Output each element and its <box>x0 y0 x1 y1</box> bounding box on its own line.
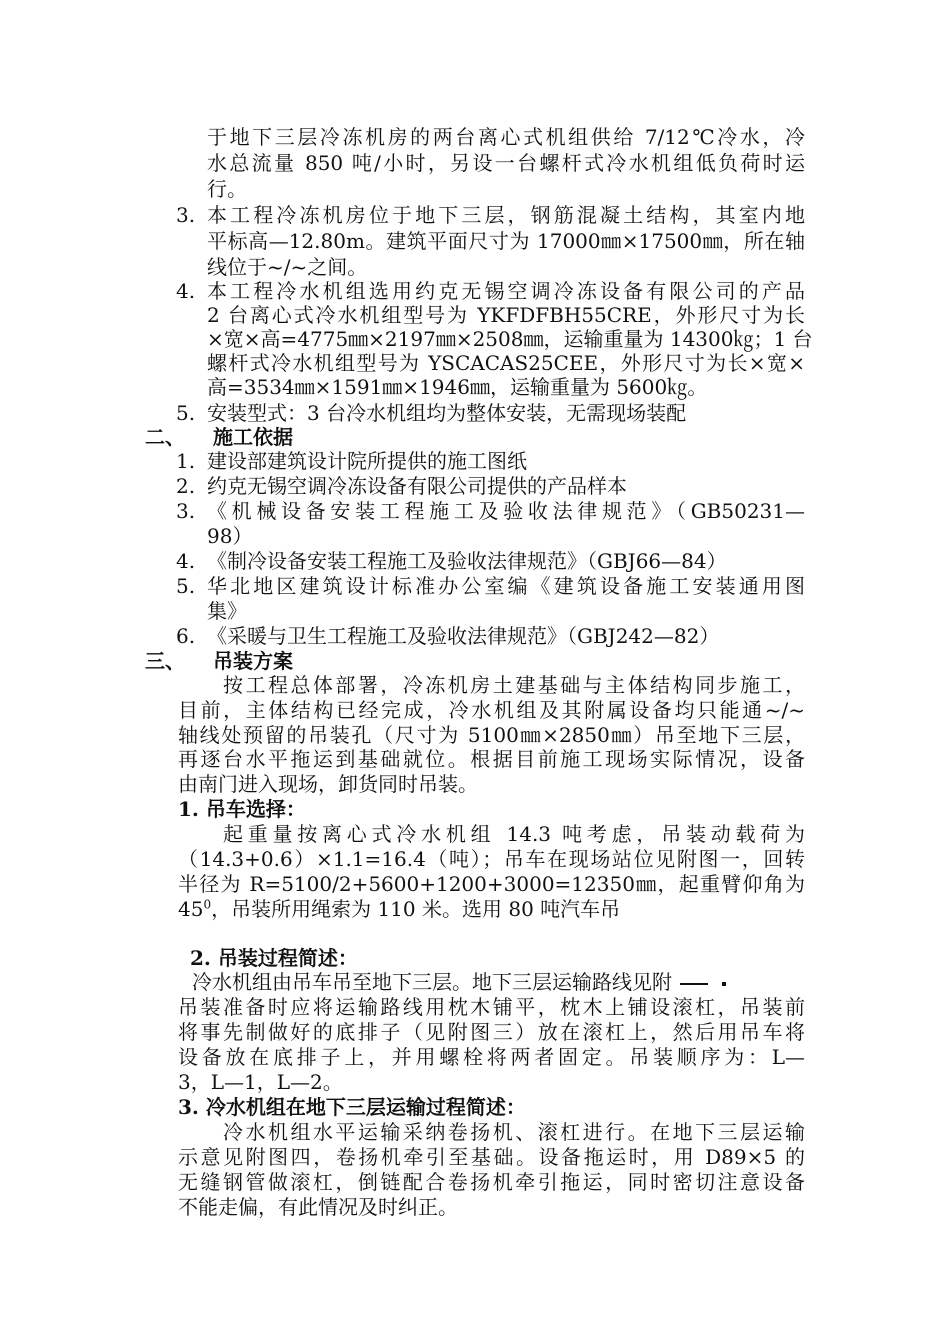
paragraph-line: 无缝钢管做滚杠，倒链配合卷扬机牵引拖运，同时密切注意设备 <box>178 1170 805 1194</box>
list-item-line: 建设部建筑设计院所提供的施工图纸 <box>207 449 527 473</box>
paragraph-line: 将事先制做好的底排子（见附图三）放在滚杠上，然后用吊车将 <box>178 1020 805 1044</box>
paragraph-line: 由南门进入现场，卸货同时吊装。 <box>178 772 478 796</box>
list-number: 4. <box>176 279 196 303</box>
paragraph-text: ，吊装所用绳索为 110 米。选用 80 吨汽车吊 <box>211 897 621 921</box>
list-item-line: 平标高—12.80m。建筑平面尺寸为 17000㎜×17500㎜，所在轴 <box>207 229 805 253</box>
list-item-line: 集》 <box>207 599 247 623</box>
list-number: 2. <box>176 474 196 498</box>
subsection-heading: 3. 冷水机组在地下三层运输过程简述： <box>178 1095 526 1119</box>
intro-line-2: 水总流量 850 吨/小时，另设一台螺杆式冷水机组低负荷时运 <box>207 151 805 175</box>
list-item-line: 线位于~/~之间。 <box>207 255 368 279</box>
list-item-line: 本工程冷冻机房位于地下三层，钢筋混凝土结构，其室内地 <box>207 203 805 227</box>
subsection-heading: 1. 吊车选择： <box>178 797 306 821</box>
paragraph-line: 轴线处预留的吊装孔（尺寸为 5100㎜×2850㎜）吊至地下三层， <box>178 723 805 747</box>
degree-superscript: 0 <box>203 897 212 912</box>
paragraph-line: （14.3+0.6）×1.1=16.4（吨）；吊车在现场站位见附图一，回转 <box>178 847 805 871</box>
list-item-line: 《机械设备安装工程施工及验收法律规范》（GB50231— <box>207 499 805 523</box>
intro-line-3: 行。 <box>207 177 247 201</box>
list-item-line: 本工程冷水机组选用约克无锡空调冷冻设备有限公司的产品 <box>207 279 805 303</box>
list-item-line: 2 台离心式冷水机组型号为 YKFDFBH55CRE，外形尺寸为长 <box>207 303 805 327</box>
list-number: 5. <box>176 574 196 598</box>
list-item-line: 高=3534㎜×1591㎜×1946㎜，运输重量为 5600㎏。 <box>207 375 708 399</box>
section-number: 三、 <box>145 649 185 673</box>
paragraph-line: 3，L—1，L—2。 <box>178 1070 343 1094</box>
section-title: 吊装方案 <box>213 649 293 673</box>
paragraph-line: 目前，主体结构已经完成，冷水机组及其附属设备均只能通~/~ <box>178 698 805 722</box>
paragraph-line: 冷水机组水平运输采纳卷扬机、滚杠进行。在地下三层运输 <box>223 1120 805 1144</box>
paragraph-text: 冷水机组由吊车吊至地下三层。地下三层运输路线见附 <box>192 970 672 994</box>
list-item-line: 约克无锡空调冷冻设备有限公司提供的产品样本 <box>207 474 627 498</box>
list-item-line: 《制冷设备安装工程施工及验收法律规范》（GBJ66—84） <box>207 549 727 573</box>
list-item-line: 螺杆式冷水机组型号为 YSCACAS25CEE，外形尺寸为长×宽× <box>207 351 805 375</box>
dot-mark <box>722 982 726 986</box>
paragraph-line: 设备放在底排子上，并用螺栓将两者固定。吊装顺序为：L— <box>178 1045 805 1069</box>
list-number: 3. <box>176 203 196 227</box>
subsection-heading: 2. 吊装过程简述： <box>190 946 358 970</box>
paragraph-line: 起重量按离心式冷水机组 14.3 吨考虑，吊装动载荷为 <box>223 822 805 846</box>
paragraph-line <box>178 896 620 922</box>
list-item-line: 《采暖与卫生工程施工及验收法律规范》（GBJ242—82） <box>207 624 720 648</box>
list-item-line: ×宽×高=4775㎜×2197㎜×2508㎜，运输重量为 14300㎏；1 台 <box>207 327 813 351</box>
list-number: 1. <box>176 449 196 473</box>
angle-value: 45 <box>178 897 204 921</box>
list-number: 3. <box>176 499 196 523</box>
paragraph-line: 按工程总体部署，冷冻机房土建基础与主体结构同步施工， <box>223 673 805 697</box>
list-item-line: 98） <box>207 524 253 548</box>
paragraph-line: 不能走偏，有此情况及时纠正。 <box>178 1195 458 1219</box>
paragraph-line: 吊装准备时应将运输路线用枕木铺平，枕木上铺设滚杠，吊装前 <box>178 995 805 1019</box>
list-number: 4. <box>176 549 196 573</box>
list-number: 5. <box>176 401 196 425</box>
paragraph-line: 示意见附图四，卷扬机牵引至基础。设备拖运时，用 D89×5 的 <box>178 1145 805 1169</box>
section-title: 施工依据 <box>213 425 293 449</box>
underline-mark <box>680 983 708 985</box>
paragraph-line: 半径为 R=5100/2+5600+1200+3000=12350㎜，起重臂仰角为 <box>178 872 805 896</box>
intro-line-1: 于地下三层冷冻机房的两台离心式机组供给 7/12℃冷水，冷 <box>207 125 805 149</box>
list-item-line: 安装型式：3 台冷水机组均为整体安装，无需现场装配 <box>207 401 687 425</box>
paragraph-line: 再逐台水平拖运到基础就位。根据目前施工现场实际情况，设备 <box>178 747 805 771</box>
list-item-line: 华北地区建筑设计标准办公室编《建筑设备施工安装通用图 <box>207 574 805 598</box>
section-number: 二、 <box>145 425 185 449</box>
list-number: 6. <box>176 624 196 648</box>
paragraph-line <box>192 969 726 995</box>
